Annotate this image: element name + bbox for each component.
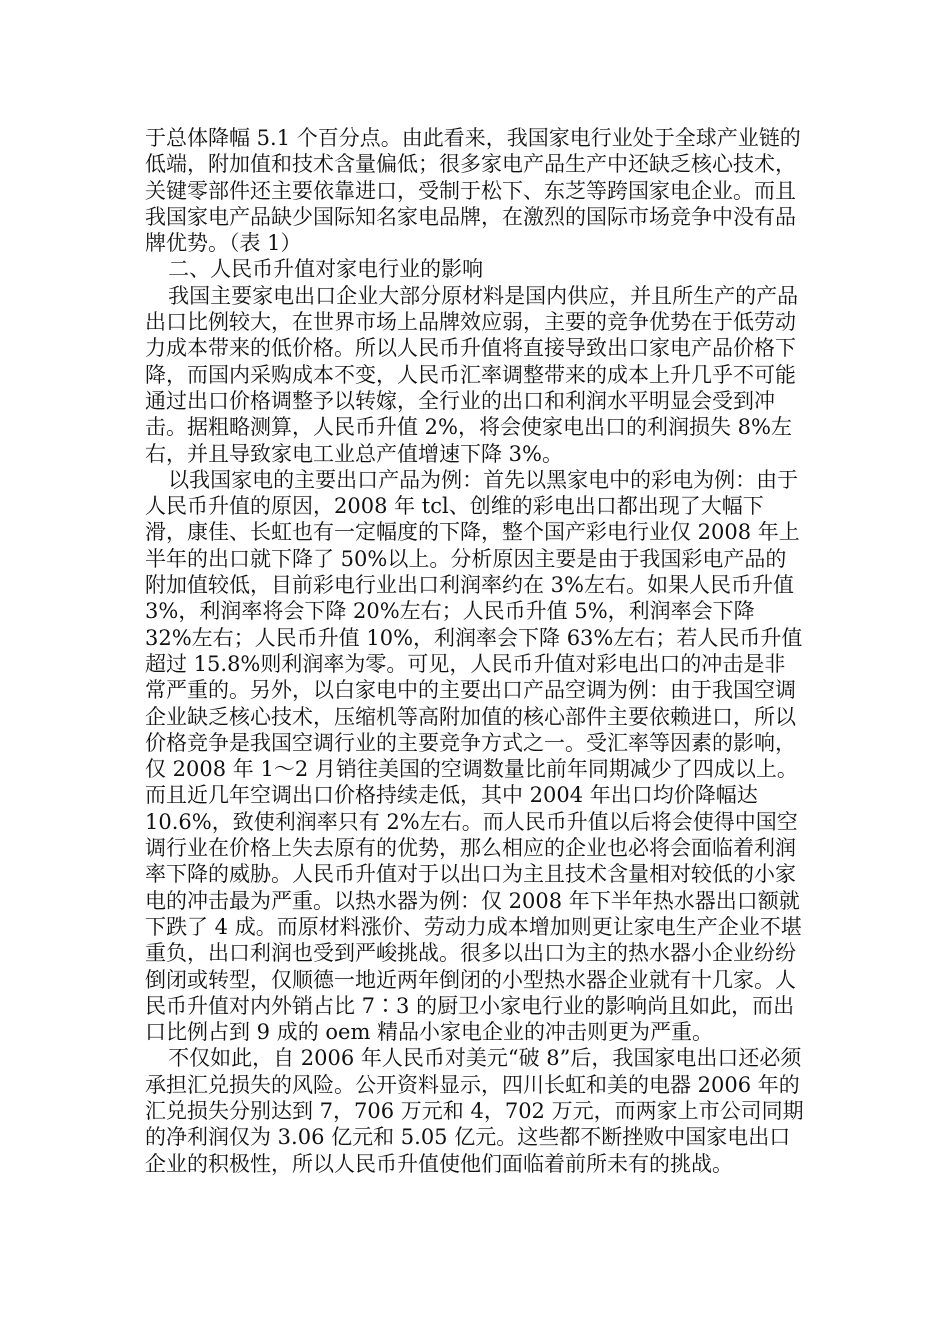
paragraph-4: 不仅如此，自 2006 年人民币对美元“破 8”后，我国家电出口还必须承担汇兑损失的风险。公开资料显示，四川长虹和美的电器 2006 年的汇兑损失分别达到 7，706 万元和 4，702 万元，而两家上市公司同期的净利润仅为 3.06 亿元和 5.05 亿元。这些都不断挫败中国家电出口企业的积极性，所以人民币升值使他们面临着前所未有的挑战。 (145, 1046, 804, 1176)
paragraph-2: 我国主要家电出口企业大部分原材料是国内供应，并且所生产的产品出口比例较大，在世界市场上品牌效应弱，主要的竞争优势在于低劳动力成本带来的低价格。所以人民币升值将直接导致出口家电产品价格下降，而国内采购成本不变，人民币汇率调整带来的成本上升几乎不可能通过出口价格调整予以转嫁，全行业的出口和利润水平明显会受到冲击。据粗略测算，人民币升值 2%，将会使家电出口的利润损失 8%左右，并且导致家电工业总产值增速下降 3%。 (145, 283, 799, 466)
section-heading: 二、人民币升值对家电行业的影响 (168, 257, 484, 282)
paragraph-1: 于总体降幅 5.1 个百分点。由此看来，我国家电行业处于全球产业链的低端，附加值和技术含量偏低；很多家电产品生产中还缺乏核心技术，关键零部件还主要依靠进口，受制于松下、东芝等跨国家电企业。而且我国家电产品缺少国际知名家电品牌，在激烈的国际市场竞争中没有品牌优势。（表 1） (145, 126, 801, 256)
document-body (145, 125, 805, 1177)
paragraph-3: 以我国家电的主要出口产品为例：首先以黑家电中的彩电为例：由于人民币升值的原因，2008 年 tcl、创维的彩电出口都出现了大幅下滑，康佳、长虹也有一定幅度的下降，整个国产彩电行业仅 2008 年上半年的出口就下降了 50%以上。分析原因主要是由于我国彩电产品的附加值较低，目前彩电行业出口利润率约在 3%左右。如果人民币升值 3%，利润率将会下降 20%左右；人民币升值 5%，利润率会下降 32%左右；人民币升值 10%，利润率会下降 63%左右；若人民币升值超过 15.8%则利润率为零。可见，人民币升值对彩电出口的冲击是非常严重的。另外，以白家电中的主要出口产品空调为例：由于我国空调企业缺乏核心技术，压缩机等高附加值的核心部件主要依赖进口，所以价格竞争是我国空调行业的主要竞争方式之一。受汇率等因素的影响，仅 2008 年 1～2 月销往美国的空调数量比前年同期减少了四成以上。而且近几年空调出口价格持续走低，其中 2004 年出口均价降幅达 10.6%，致使利润率只有 2%左右。而人民币升值以后将会使得中国空调行业在价格上失去原有的优势，那么相应的企业也必将会面临着利润率下降的威胁。人民币升值对于以出口为主且技术含量相对较低的小家电的冲击最为严重。以热水器为例：仅 2008 年下半年热水器出口额就下跌了 4 成。而原材料涨价、劳动力成本增加则更让家电生产企业不堪重负，出口利润也受到严峻挑战。很多以出口为主的热水器小企业纷纷倒闭或转型，仅顺德一地近两年倒闭的小型热水器企业就有十几家。人民币升值对内外销占比 7∶3 的厨卫小家电行业的影响尚且如此，而出口比例占到 9 成的 oem 精品小家电企业的冲击则更为严重。 (145, 467, 803, 1045)
